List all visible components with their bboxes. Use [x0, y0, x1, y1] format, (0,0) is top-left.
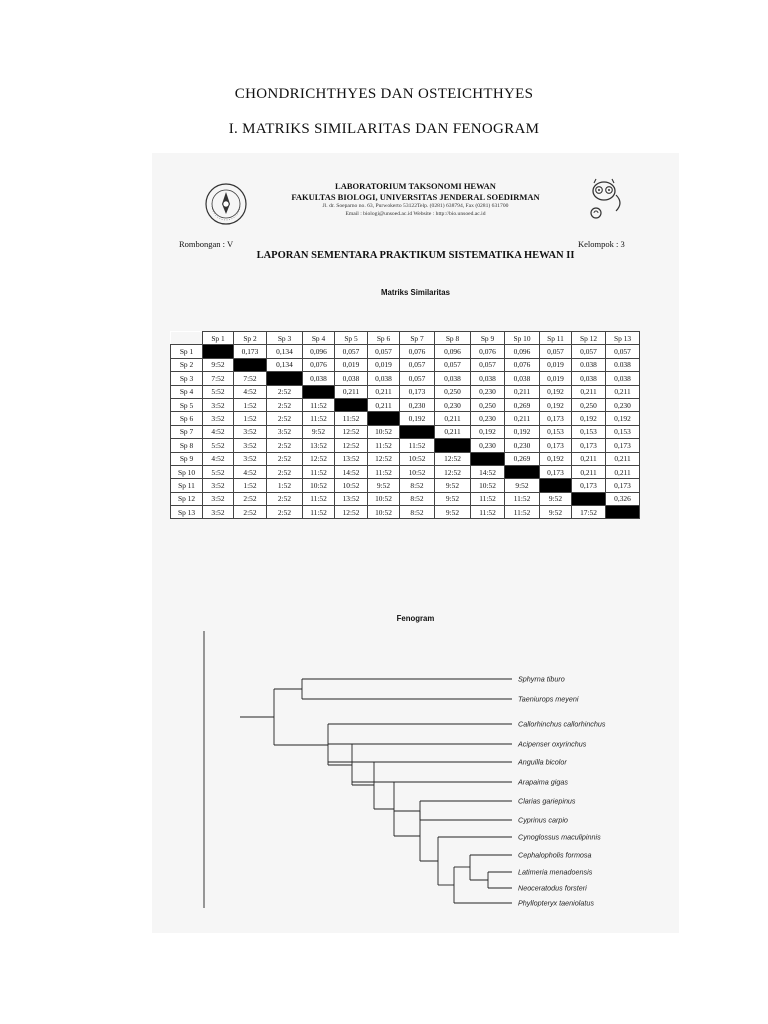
- matrix-cell: 0,211: [505, 412, 540, 425]
- matrix-cell: 14:52: [471, 465, 505, 478]
- matrix-cell: 0,173: [540, 412, 572, 425]
- matrix-cell: 0,173: [606, 439, 640, 452]
- matrix-cell: 0,057: [471, 358, 505, 371]
- matrix-column-header: Sp 3: [267, 332, 303, 345]
- matrix-cell: 11:52: [368, 439, 400, 452]
- matrix-row: [171, 345, 640, 358]
- taxon-label: Neoceratodus forsteri: [518, 883, 587, 893]
- matrix-cell: 1:52: [234, 412, 267, 425]
- kelompok-label: Kelompok : 3: [578, 239, 625, 249]
- matrix-cell: 3:52: [203, 479, 234, 492]
- matrix-diagonal-cell: [471, 452, 505, 465]
- matrix-cell: 0,038: [368, 372, 400, 385]
- matrix-cell: 0,230: [471, 385, 505, 398]
- matrix-column-header: Sp 11: [540, 332, 572, 345]
- taxon-label: Callorhinchus callorhinchus: [518, 719, 606, 729]
- page-title: CHONDRICHTHYES DAN OSTEICHTHYES: [234, 86, 534, 102]
- matrix-cell: 0,057: [435, 358, 471, 371]
- matrix-cell: 0,076: [303, 358, 335, 371]
- matrix-cell: 0,173: [572, 479, 606, 492]
- taxon-label: Anguilla bicolor: [518, 757, 567, 767]
- matrix-cell: 10:52: [471, 479, 505, 492]
- matrix-row-header: Sp 10: [171, 465, 203, 478]
- matrix-column-header: Sp 13: [606, 332, 640, 345]
- matrix-diagonal-cell: [572, 492, 606, 505]
- matrix-cell: 9:52: [540, 506, 572, 519]
- owl-logo-icon: [586, 177, 626, 225]
- matrix-cell: 0,192: [540, 385, 572, 398]
- matrix-cell: 11:52: [303, 492, 335, 505]
- matrix-cell: 0,192: [505, 425, 540, 438]
- matrix-diagonal-cell: [234, 358, 267, 371]
- matrix-row-header: Sp 11: [171, 479, 203, 492]
- matrix-cell: 11:52: [335, 412, 368, 425]
- matrix-cell: 2:52: [234, 506, 267, 519]
- matrix-cell: 10:52: [335, 479, 368, 492]
- matrix-cell: 0,230: [471, 439, 505, 452]
- matrix-cell: 0,057: [368, 345, 400, 358]
- matrix-cell: 1:52: [267, 479, 303, 492]
- address-line: Jl. dr. Soeparno no. 63, Purwokerto 53122Telp. (0281) 638794, Fax (0281) 631700: [322, 203, 509, 209]
- matrix-cell: 0,057: [540, 345, 572, 358]
- taxon-label: Cyprinus carpio: [518, 815, 568, 825]
- matrix-cell: 10:52: [368, 425, 400, 438]
- matrix-cell: 2:52: [267, 465, 303, 478]
- matrix-cell: 0,038: [303, 372, 335, 385]
- matrix-cell: 7:52: [234, 372, 267, 385]
- matrix-cell: 12:52: [335, 439, 368, 452]
- matrix-cell: 0,076: [400, 345, 435, 358]
- matrix-cell: 11:52: [303, 506, 335, 519]
- matrix-row: [171, 412, 640, 425]
- taxon-label: Sphyrna tiburo: [518, 674, 565, 684]
- matrix-cell: 10:52: [400, 465, 435, 478]
- section-title: I. MATRIKS SIMILARITAS DAN FENOGRAM: [228, 121, 540, 137]
- matrix-cell: 3:52: [234, 452, 267, 465]
- matrix-cell: 0,153: [572, 425, 606, 438]
- matrix-cell: 12:52: [435, 452, 471, 465]
- matrix-cell: 9:52: [505, 479, 540, 492]
- matrix-cell: 0,153: [540, 425, 572, 438]
- matrix-cell: 8:52: [400, 479, 435, 492]
- matrix-cell: 10:52: [400, 452, 435, 465]
- matrix-cell: 0,250: [435, 385, 471, 398]
- matrix-cell: 0,019: [540, 358, 572, 371]
- matrix-row: [171, 479, 640, 492]
- matrix-cell: 7:52: [203, 372, 234, 385]
- matrix-row-header: Sp 4: [171, 385, 203, 398]
- matrix-cell: 4:52: [203, 452, 234, 465]
- matrix-cell: 11:52: [471, 506, 505, 519]
- matrix-cell: 0,173: [572, 439, 606, 452]
- matrix-cell: 0,057: [606, 345, 640, 358]
- email-line: Email : biologi@unsoed.ac.id Website : http://bio.unsoed.ac.id: [345, 211, 486, 217]
- matrix-cell: 0,269: [505, 452, 540, 465]
- matrix-cell: 0,269: [505, 398, 540, 411]
- matrix-cell: 0,211: [435, 425, 471, 438]
- matrix-cell: 0,076: [471, 345, 505, 358]
- matrix-row: [171, 358, 640, 371]
- matrix-cell: 2:52: [267, 398, 303, 411]
- matrix-cell: 9:52: [203, 358, 234, 371]
- matrix-cell: 0,230: [400, 398, 435, 411]
- matrix-column-header: Sp 8: [435, 332, 471, 345]
- matrix-cell: 8:52: [400, 492, 435, 505]
- matrix-cell: 5:52: [203, 439, 234, 452]
- matrix-cell: 13:52: [335, 452, 368, 465]
- matrix-row: [171, 425, 640, 438]
- matrix-row-header: Sp 3: [171, 372, 203, 385]
- matrix-cell: 12:52: [335, 506, 368, 519]
- taxon-label: Phyllopteryx taeniolatus: [518, 898, 594, 908]
- matrix-cell: 11:52: [505, 492, 540, 505]
- matrix-cell: 13:52: [335, 492, 368, 505]
- matrix-cell: 0,173: [606, 479, 640, 492]
- matrix-column-header: Sp 10: [505, 332, 540, 345]
- matrix-column-header: Sp 12: [572, 332, 606, 345]
- matrix-row-header: Sp 9: [171, 452, 203, 465]
- rombongan-label: Rombongan : V: [179, 239, 234, 249]
- matrix-cell: 3:52: [203, 412, 234, 425]
- fenogram-dendrogram: [152, 623, 679, 913]
- matrix-cell: 0,211: [435, 412, 471, 425]
- matrix-cell: 11:52: [368, 465, 400, 478]
- matrix-cell: 2:52: [234, 492, 267, 505]
- matrix-cell: 4:52: [203, 425, 234, 438]
- matrix-column-header: Sp 4: [303, 332, 335, 345]
- matrix-row: [171, 398, 640, 411]
- matrix-row: [171, 492, 640, 505]
- matrix-cell: 12:52: [335, 425, 368, 438]
- matrix-row-header: Sp 6: [171, 412, 203, 425]
- matrix-row-header: Sp 8: [171, 439, 203, 452]
- matrix-row-header: Sp 13: [171, 506, 203, 519]
- matrix-cell: 0,250: [471, 398, 505, 411]
- matrix-cell: 1:52: [234, 479, 267, 492]
- matrix-cell: 0,211: [572, 465, 606, 478]
- matrix-cell: 0,192: [572, 412, 606, 425]
- matrix-cell: 0,211: [606, 465, 640, 478]
- matrix-column-header: Sp 1: [203, 332, 234, 345]
- matrix-cell: 0,038: [435, 372, 471, 385]
- matrix-cell: 0,192: [606, 412, 640, 425]
- matrix-cell: 9:52: [303, 425, 335, 438]
- matrix-cell: 0,096: [505, 345, 540, 358]
- matrix-cell: 3:52: [203, 506, 234, 519]
- matrix-row: [171, 506, 640, 519]
- matrix-cell: 0,076: [505, 358, 540, 371]
- matrix-diagonal-cell: [267, 372, 303, 385]
- taxon-label: Clarias gariepinus: [518, 796, 576, 806]
- matrix-cell: 0,173: [540, 465, 572, 478]
- matrix-cell: 3:52: [234, 425, 267, 438]
- matrix-column-header: Sp 9: [471, 332, 505, 345]
- matrix-diagonal-cell: [335, 398, 368, 411]
- matrix-cell: 0,230: [435, 398, 471, 411]
- matrix-cell: 11:52: [303, 465, 335, 478]
- matrix-cell: 0,096: [303, 345, 335, 358]
- matrix-cell: 0,250: [572, 398, 606, 411]
- matrix-diagonal-cell: [203, 345, 234, 358]
- report-title: LAPORAN SEMENTARA PRAKTIKUM SISTEMATIKA HEWAN II: [256, 250, 575, 261]
- matrix-cell: 1:52: [234, 398, 267, 411]
- matrix-diagonal-cell: [606, 506, 640, 519]
- matrix-cell: 0,230: [471, 412, 505, 425]
- matrix-cell: 0,211: [368, 398, 400, 411]
- matrix-cell: 9:52: [435, 492, 471, 505]
- matrix-cell: 0,096: [435, 345, 471, 358]
- matrix-row-header: Sp 12: [171, 492, 203, 505]
- matrix-cell: 13:52: [303, 439, 335, 452]
- matrix-cell: 0,230: [505, 439, 540, 452]
- matrix-cell: 9:52: [435, 506, 471, 519]
- taxon-label: Acipenser oxyrinchus: [518, 739, 587, 749]
- matrix-corner: [171, 332, 203, 345]
- matrix-cell: 10:52: [368, 506, 400, 519]
- matrix-cell: 0,134: [267, 345, 303, 358]
- matrix-cell: 4:52: [234, 465, 267, 478]
- matrix-cell: 0,192: [471, 425, 505, 438]
- taxon-label: Cephalopholis formosa: [518, 850, 592, 860]
- matrix-cell: 0,057: [400, 358, 435, 371]
- matrix-cell: 0,038: [572, 372, 606, 385]
- matrix-cell: 0,192: [540, 452, 572, 465]
- matrix-cell: 9:52: [435, 479, 471, 492]
- matrix-cell: 0,211: [606, 385, 640, 398]
- matrix-cell: 0,019: [540, 372, 572, 385]
- taxon-label: Cynoglossus maculipinnis: [518, 832, 601, 842]
- matrix-cell: 0,211: [572, 385, 606, 398]
- matrix-cell: 2:52: [267, 385, 303, 398]
- fenogram-title: Fenogram: [396, 614, 435, 623]
- matrix-cell: 0,192: [540, 398, 572, 411]
- matrix-cell: 12:52: [368, 452, 400, 465]
- matrix-column-header: Sp 7: [400, 332, 435, 345]
- scanned-report: [152, 153, 679, 933]
- matrix-cell: 0,153: [606, 425, 640, 438]
- matrix-cell: 11:52: [471, 492, 505, 505]
- matrix-cell: 3:52: [234, 439, 267, 452]
- matrix-cell: 9:52: [368, 479, 400, 492]
- matrix-cell: 14:52: [335, 465, 368, 478]
- matrix-row: [171, 372, 640, 385]
- matrix-row: [171, 465, 640, 478]
- matrix-cell: 0,038: [471, 372, 505, 385]
- matrix-cell: 10:52: [368, 492, 400, 505]
- matrix-cell: 12:52: [303, 452, 335, 465]
- matrix-cell: 0,173: [234, 345, 267, 358]
- matrix-cell: 0,230: [606, 398, 640, 411]
- matrix-row: [171, 385, 640, 398]
- matrix-cell: 10:52: [303, 479, 335, 492]
- matrix-cell: 0,211: [606, 452, 640, 465]
- matrix-header-row: [171, 332, 640, 345]
- matrix-cell: 2:52: [267, 439, 303, 452]
- matrix-column-header: Sp 2: [234, 332, 267, 345]
- matrix-cell: 0,211: [335, 385, 368, 398]
- matrix-diagonal-cell: [505, 465, 540, 478]
- matrix-cell: 17:52: [572, 506, 606, 519]
- faculty-name: FAKULTAS BIOLOGI, UNIVERSITAS JENDERAL SOEDIRMAN: [291, 192, 540, 202]
- matrix-cell: 3:52: [267, 425, 303, 438]
- matrix-cell: 2:52: [267, 492, 303, 505]
- matrix-row-header: Sp 2: [171, 358, 203, 371]
- matrix-row: [171, 452, 640, 465]
- matrix-cell: 0,192: [400, 412, 435, 425]
- lab-name: LABORATORIUM TAKSONOMI HEWAN: [335, 181, 496, 191]
- matrix-cell: 0,134: [267, 358, 303, 371]
- matrix-cell: 0,173: [540, 439, 572, 452]
- matrix-cell: 0,057: [572, 345, 606, 358]
- matrix-cell: 0,038: [335, 372, 368, 385]
- matrix-cell: 3:52: [203, 398, 234, 411]
- taxon-label: Arapaima gigas: [518, 777, 568, 787]
- matrix-cell: 12:52: [435, 465, 471, 478]
- matrix-cell: 0,211: [368, 385, 400, 398]
- matrix-cell: 11:52: [400, 439, 435, 452]
- matrix-cell: 0.038: [606, 358, 640, 371]
- matrix-cell: 0,038: [606, 372, 640, 385]
- matrix-cell: 11:52: [303, 412, 335, 425]
- matrix-column-header: Sp 6: [368, 332, 400, 345]
- matrix-diagonal-cell: [303, 385, 335, 398]
- matrix-cell: 2:52: [267, 452, 303, 465]
- matrix-cell: 0.038: [572, 358, 606, 371]
- matrix-cell: 0,019: [368, 358, 400, 371]
- matrix-cell: 0,057: [400, 372, 435, 385]
- similarity-matrix: [170, 331, 640, 519]
- matrix-diagonal-cell: [368, 412, 400, 425]
- matrix-cell: 11:52: [303, 398, 335, 411]
- matrix-column-header: Sp 5: [335, 332, 368, 345]
- matrix-cell: 0,019: [335, 358, 368, 371]
- matrix-cell: 0,211: [572, 452, 606, 465]
- taxon-label: Taeniurops meyeni: [518, 694, 579, 704]
- matrix-cell: 0,326: [606, 492, 640, 505]
- taxon-label: Latimeria menadoensis: [518, 867, 593, 877]
- matrix-diagonal-cell: [400, 425, 435, 438]
- matrix-cell: 9:52: [540, 492, 572, 505]
- matrix-row: [171, 439, 640, 452]
- matrix-cell: 2:52: [267, 412, 303, 425]
- matrix-cell: 5:52: [203, 465, 234, 478]
- matrix-cell: 0,057: [335, 345, 368, 358]
- matrix-diagonal-cell: [435, 439, 471, 452]
- matrix-diagonal-cell: [540, 479, 572, 492]
- matrix-title: Matriks Similaritas: [381, 288, 450, 297]
- matrix-cell: 4:52: [234, 385, 267, 398]
- matrix-cell: 0,038: [505, 372, 540, 385]
- matrix-cell: 3:52: [203, 492, 234, 505]
- matrix-row-header: Sp 5: [171, 398, 203, 411]
- matrix-cell: 2:52: [267, 506, 303, 519]
- matrix-cell: 0,173: [400, 385, 435, 398]
- matrix-row-header: Sp 7: [171, 425, 203, 438]
- matrix-cell: 5:52: [203, 385, 234, 398]
- matrix-cell: 8:52: [400, 506, 435, 519]
- matrix-cell: 11:52: [505, 506, 540, 519]
- matrix-row-header: Sp 1: [171, 345, 203, 358]
- matrix-cell: 0,211: [505, 385, 540, 398]
